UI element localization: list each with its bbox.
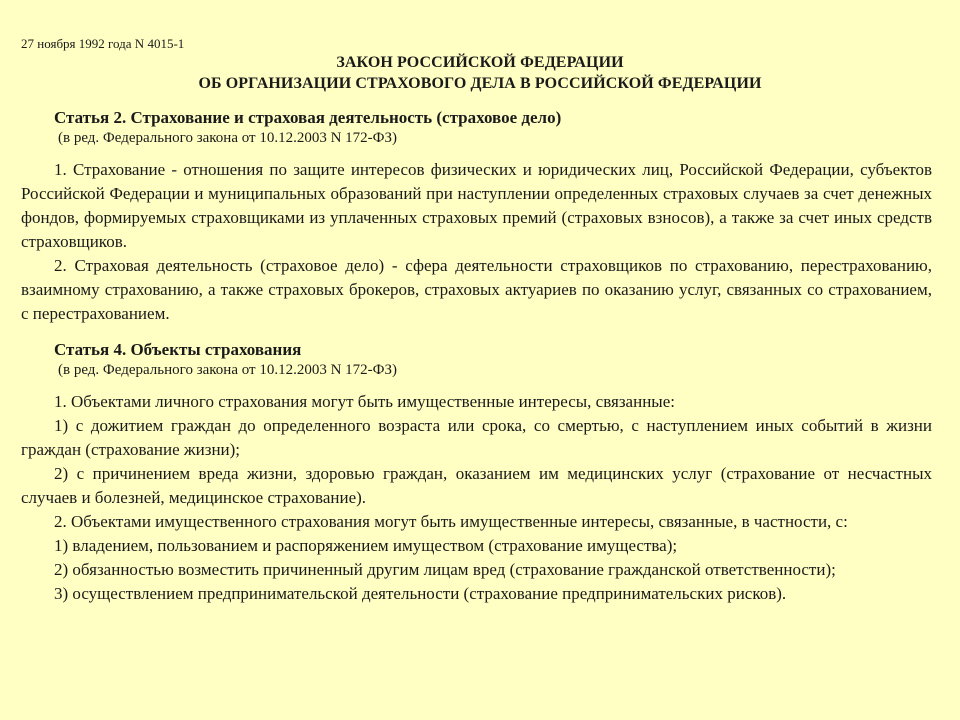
- article-4: [21, 340, 932, 606]
- article-4-heading: Статья 4. Объекты страхования: [54, 340, 302, 359]
- article-4-paragraph: 1) владением, пользованием и распоряжением имуществом (страхование имущества);: [54, 536, 678, 555]
- article-4-paragraph: 2) с причинением вреда жизни, здоровью граждан, оказанием им медицинских услуг (страхование от несчастных случаев и болезней, медицинское страхование).: [21, 464, 932, 507]
- article-4-paragraph: 2. Объектами имущественного страхования могут быть имущественные интересы, связанные, в частности, с:: [54, 512, 848, 531]
- article-2: [21, 108, 932, 326]
- law-date: 27 ноября 1992 года N 4015-1: [21, 36, 185, 51]
- article-2-paragraph: 2. Страховая деятельность (страховое дело) - сфера деятельности страховщиков по страхованию, перестрахованию, взаимному страхованию, а также страховых брокеров, страховых актуариев по оказанию услуг, связанных со страхованием, с перестрахованием.: [21, 256, 932, 323]
- article-4-paragraph: 2) обязанностью возместить причиненный другим лицам вред (страхование гражданской ответственности);: [54, 560, 836, 579]
- article-4-paragraph: 1. Объектами личного страхования могут быть имущественные интересы, связанные:: [54, 392, 675, 411]
- article-4-paragraph: 3) осуществлением предпринимательской деятельности (страхование предпринимательских рисков).: [54, 584, 787, 603]
- law-content: [21, 108, 932, 606]
- article-2-paragraph: 1. Страхование - отношения по защите интересов физических и юридических лиц, Российской Федерации, субъектов Российской Федерации и муниципальных образований при наступлении определенных страховых случаев за счет денежных фондов, формируемых страховщиками из уплаченных страховых премий (страховых взносов), а также за счет иных средств страховщиков.: [21, 160, 932, 251]
- law-title-line2: ОБ ОРГАНИЗАЦИИ СТРАХОВОГО ДЕЛА В РОССИЙСКОЙ ФЕДЕРАЦИИ: [198, 75, 762, 92]
- article-4-edition-note: (в ред. Федерального закона от 10.12.2003 N 172-ФЗ): [58, 362, 398, 378]
- law-title-line1: ЗАКОН РОССИЙСКОЙ ФЕДЕРАЦИИ: [336, 54, 624, 71]
- article-4-paragraph: 1) с дожитием граждан до определенного возраста или срока, со смертью, с наступлением иных событий в жизни граждан (страхование жизни);: [21, 416, 932, 459]
- article-2-edition-note: (в ред. Федерального закона от 10.12.2003 N 172-ФЗ): [58, 130, 398, 146]
- article-2-heading: Статья 2. Страхование и страховая деятельность (страховое дело): [54, 108, 562, 127]
